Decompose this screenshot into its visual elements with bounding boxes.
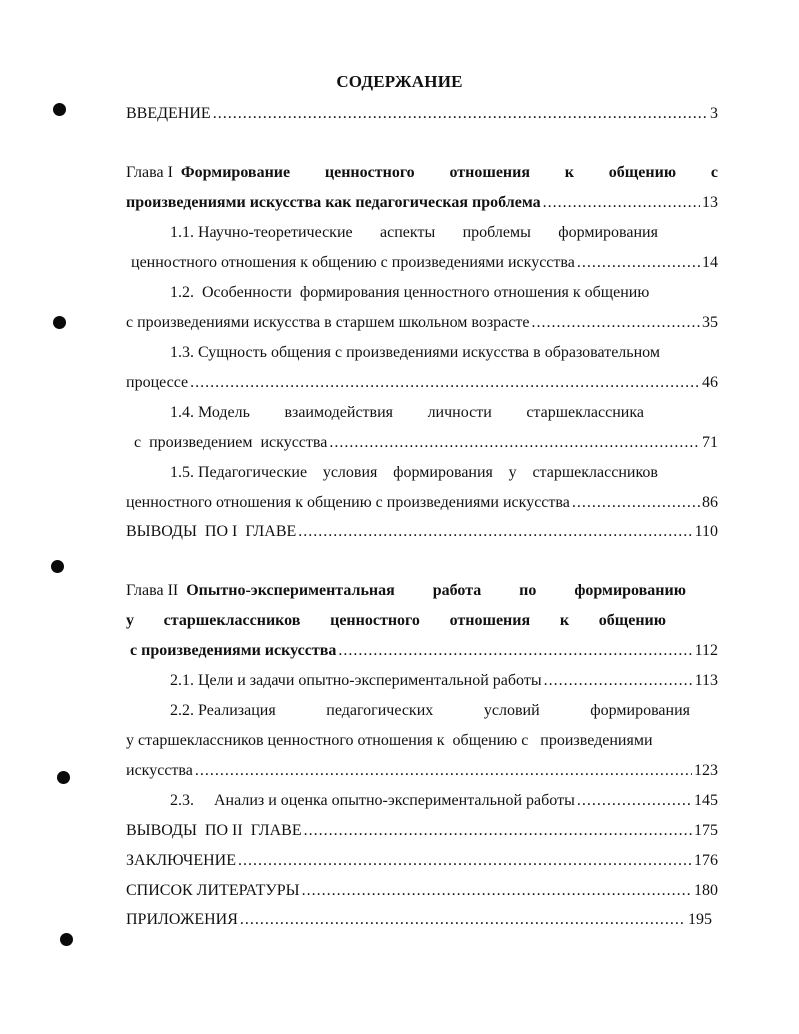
toc-word: формирования <box>393 464 493 481</box>
toc-chapter-1-line-2 <box>126 191 718 215</box>
margin-dot-mark <box>51 560 64 573</box>
margin-dot-mark <box>60 933 73 946</box>
toc-label: ВЫВОДЫ ПО I ГЛАВЕ <box>126 523 297 540</box>
toc-label: 2.3. Анализ и оценка опытно-экспериментальной работы <box>170 792 575 809</box>
toc-label: с произведениями искусства <box>130 642 337 659</box>
toc-word: к <box>559 612 570 629</box>
toc-label: СПИСОК ЛИТЕРАТУРЫ <box>126 882 300 899</box>
toc-word: старшеклассников <box>163 612 301 629</box>
toc-page-number: 123 <box>694 762 718 779</box>
toc-leader <box>544 669 693 693</box>
toc-page-number: 176 <box>694 852 718 869</box>
toc-section-2-2-line-2 <box>126 729 718 753</box>
toc-page-number: 195 <box>688 911 712 928</box>
margin-dot-mark <box>53 316 66 329</box>
toc-leader <box>195 759 692 783</box>
toc-entry-references <box>126 879 718 903</box>
toc-word: 1.4. Модель <box>170 404 250 421</box>
toc-label: ЗАКЛЮЧЕНИЕ <box>126 852 236 869</box>
toc-leader <box>304 819 692 843</box>
toc-label: искусства <box>126 762 193 779</box>
toc-page-number: 46 <box>702 374 718 391</box>
toc-section-1-3-line-2 <box>126 371 718 395</box>
toc-leader <box>577 789 692 813</box>
toc-section-2-2-line-1 <box>170 699 690 723</box>
toc-page-number: 110 <box>694 523 718 540</box>
toc-label: у старшеклассников ценностного отношения к общению с произведениями <box>126 732 653 749</box>
toc-leader <box>213 102 708 126</box>
toc-leader <box>338 639 692 663</box>
toc-page-number: 112 <box>694 642 718 659</box>
toc-word: отношения <box>449 612 531 629</box>
toc-section-1-1-line-2 <box>131 251 718 275</box>
toc-entry-conclusions-chapter-1 <box>126 520 718 544</box>
toc-label: ценностного отношения к общению с произведениями искусства <box>131 254 575 271</box>
toc-label: ПРИЛОЖЕНИЯ <box>126 911 238 928</box>
toc-entry-conclusions-chapter-2 <box>126 819 718 843</box>
toc-chapter-2-line-2 <box>126 609 666 633</box>
toc-page-number: 86 <box>702 494 718 511</box>
toc-word: 2.2. Реализация <box>170 702 276 719</box>
toc-word: по <box>519 582 537 599</box>
toc-word: условия <box>322 464 378 481</box>
toc-label: ВЫВОДЫ ПО II ГЛАВЕ <box>126 822 302 839</box>
toc-chapter-2-line-1 <box>126 579 686 603</box>
toc-page-number: 3 <box>710 105 718 122</box>
toc-leader <box>238 849 692 873</box>
toc-page-number: 13 <box>702 194 718 211</box>
toc-word: формирования <box>558 224 658 241</box>
toc-chapter-2-line-3 <box>130 639 718 663</box>
toc-leader <box>572 491 700 515</box>
margin-dot-mark <box>53 103 66 116</box>
page-title: СОДЕРЖАНИЕ <box>336 72 463 91</box>
toc-page-number: 175 <box>694 822 718 839</box>
toc-section-1-5-line-1 <box>170 461 658 485</box>
toc-section-1-2-line-1 <box>170 281 710 305</box>
toc-chapter-prefix: Глава I Формирование <box>126 164 291 181</box>
toc-word: формированию <box>574 582 686 599</box>
toc-word: старшеклассников <box>532 464 658 481</box>
toc-label: произведениями искусства как педагогическая проблема <box>126 194 541 211</box>
toc-label: ВВЕДЕНИЕ <box>126 105 211 122</box>
toc-label: с произведением искусства <box>134 434 328 451</box>
toc-page-number: 71 <box>702 434 718 451</box>
toc-leader <box>577 251 700 275</box>
toc-word: с <box>710 164 718 181</box>
toc-leader <box>329 431 700 455</box>
toc-entry-appendices <box>126 908 712 932</box>
toc-section-2-1 <box>170 669 718 693</box>
toc-word: общению <box>608 164 677 181</box>
toc-section-2-3 <box>170 789 718 813</box>
toc-word: ценностного <box>330 612 420 629</box>
toc-word: к <box>564 164 575 181</box>
toc-entry-conclusion <box>126 849 718 873</box>
margin-dot-mark <box>57 771 70 784</box>
toc-section-1-5-line-2 <box>126 491 718 515</box>
toc-label: процессе <box>126 374 189 391</box>
toc-word: взаимодействия <box>284 404 394 421</box>
toc-word: проблемы <box>462 224 531 241</box>
toc-leader <box>531 311 700 335</box>
toc-page-number: 35 <box>702 314 718 331</box>
toc-word: ценностного <box>324 164 415 181</box>
toc-section-1-3-line-1 <box>170 341 718 365</box>
toc-leader <box>543 191 700 215</box>
toc-leader <box>190 371 700 395</box>
toc-page-number: 180 <box>694 882 718 899</box>
toc-word: педагогических <box>326 702 434 719</box>
toc-leader <box>302 879 692 903</box>
toc-label: ценностного отношения к общению с произведениями искусства <box>126 494 570 511</box>
toc-word: условий <box>483 702 540 719</box>
toc-label: 2.1. Цели и задачи опытно-экспериментальной работы <box>170 672 542 689</box>
toc-page-number: 145 <box>694 792 718 809</box>
toc-label: 1.3. Сущность общения с произведениями искусства в образовательном <box>170 344 660 361</box>
toc-word: у <box>126 612 134 629</box>
toc-word: 1.5. Педагогические <box>170 464 308 481</box>
toc-page-number: 113 <box>694 672 718 689</box>
toc-entry-introduction <box>126 102 718 126</box>
toc-leader <box>298 520 692 544</box>
toc-page-number: 14 <box>702 254 718 271</box>
toc-word: общению <box>598 612 666 629</box>
toc-chapter-prefix: Глава II Опытно-экспериментальная <box>126 582 395 599</box>
toc-word: аспекты <box>380 224 436 241</box>
toc-word: личности <box>427 404 492 421</box>
toc-section-1-1-line-1 <box>170 221 658 245</box>
toc-label: 1.2. Особенности формирования ценностного отношения к общению <box>170 284 650 301</box>
toc-section-2-2-line-3 <box>126 759 718 783</box>
toc-chapter-1-line-1 <box>126 161 718 185</box>
toc-section-1-4-line-1 <box>170 401 644 425</box>
toc-word: формирования <box>590 702 690 719</box>
toc-word: старшеклассника <box>526 404 644 421</box>
toc-word: у <box>508 464 517 481</box>
toc-label: с произведениями искусства в старшем школьном возрасте <box>126 314 530 331</box>
toc-word: работа <box>432 582 482 599</box>
toc-leader <box>240 908 686 932</box>
toc-section-1-4-line-2 <box>134 431 718 455</box>
toc-word: отношения <box>449 164 531 181</box>
toc-word: 1.1. Научно-теоретические <box>170 224 353 241</box>
toc-section-1-2-line-2 <box>126 311 718 335</box>
